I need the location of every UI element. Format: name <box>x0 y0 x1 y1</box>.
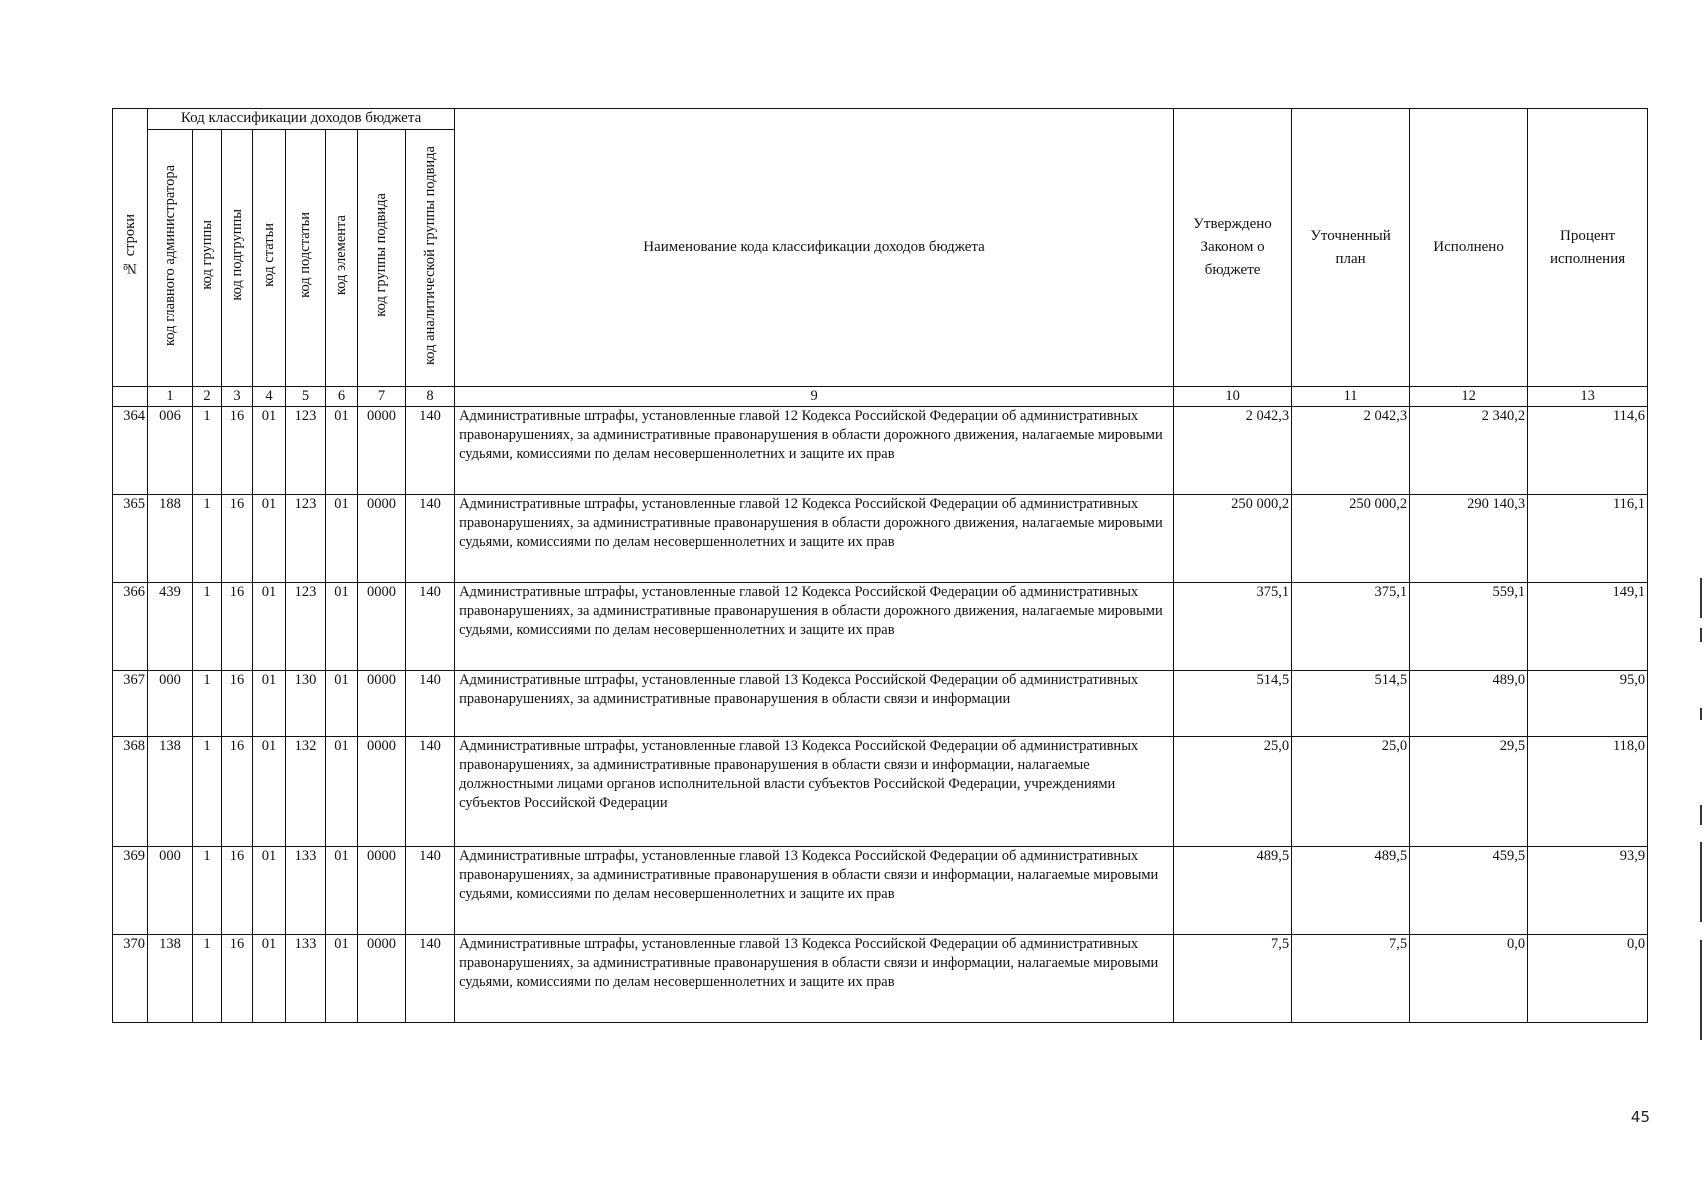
revised-plan-amount-cell: 250 000,2 <box>1292 495 1410 583</box>
table-body <box>113 407 1648 1023</box>
table-row <box>113 495 1648 583</box>
revenue-name-cell: Административные штрафы, установленные главой 12 Кодекса Российской Федерации об административных правонарушениях, за административные правонарушения в области дорожного движения, налагаемые мировыми судьями, комиссиями по делам несовершеннолетних и защите их прав <box>455 583 1174 671</box>
execution-percent-cell: 114,6 <box>1528 407 1648 495</box>
column-number: 2 <box>193 387 222 407</box>
name-header: Наименование кода классификации доходов бюджета <box>455 109 1174 387</box>
column-number: 8 <box>406 387 455 407</box>
revenue-name-cell: Административные штрафы, установленные главой 12 Кодекса Российской Федерации об административных правонарушениях, за административные правонарушения в области дорожного движения, налагаемые мировыми судьями, комиссиями по делам несовершеннолетних и защите их прав <box>455 495 1174 583</box>
group-code-cell: 1 <box>193 583 222 671</box>
subtype-group-code-cell: 0000 <box>358 495 406 583</box>
execution-percent-cell: 93,9 <box>1528 847 1648 935</box>
element-code-cell: 01 <box>326 495 358 583</box>
subgroup-code-cell: 16 <box>222 495 253 583</box>
execution-percent-cell: 95,0 <box>1528 671 1648 737</box>
scan-edge-mark <box>1700 940 1702 1040</box>
analytic-group-code-cell: 140 <box>406 737 455 847</box>
executed-header: Исполнено <box>1410 109 1528 387</box>
admin-code-cell: 138 <box>148 737 193 847</box>
column-number: 6 <box>326 387 358 407</box>
table-row <box>113 407 1648 495</box>
scan-edge-mark <box>1700 578 1702 618</box>
scan-edge-mark <box>1700 708 1702 720</box>
classification-group-header: Код классификации доходов бюджета <box>148 109 455 130</box>
subarticle-code-header: код подстатьи <box>286 130 326 387</box>
subtype-group-code-cell: 0000 <box>358 935 406 1023</box>
group-code-cell: 1 <box>193 847 222 935</box>
row-number-cell: 366 <box>113 583 148 671</box>
budget-revenue-table <box>112 108 1648 1023</box>
analytic-group-code-cell: 140 <box>406 583 455 671</box>
subarticle-code-cell: 132 <box>286 737 326 847</box>
subtype-group-code-cell: 0000 <box>358 671 406 737</box>
column-number: 3 <box>222 387 253 407</box>
row-number-header: № строки <box>113 109 148 387</box>
column-number: 13 <box>1528 387 1648 407</box>
element-code-cell: 01 <box>326 737 358 847</box>
admin-code-cell: 188 <box>148 495 193 583</box>
subgroup-code-header: код подгруппы <box>222 130 253 387</box>
subarticle-code-cell: 130 <box>286 671 326 737</box>
subgroup-code-cell: 16 <box>222 737 253 847</box>
executed-amount-cell: 559,1 <box>1410 583 1528 671</box>
percent-header: Процент исполнения <box>1528 109 1648 387</box>
admin-code-cell: 138 <box>148 935 193 1023</box>
approved-amount-cell: 25,0 <box>1174 737 1292 847</box>
approved-amount-cell: 7,5 <box>1174 935 1292 1023</box>
table-row <box>113 935 1648 1023</box>
executed-amount-cell: 290 140,3 <box>1410 495 1528 583</box>
subgroup-code-cell: 16 <box>222 583 253 671</box>
element-code-cell: 01 <box>326 671 358 737</box>
subarticle-code-cell: 133 <box>286 935 326 1023</box>
revised-plan-amount-cell: 2 042,3 <box>1292 407 1410 495</box>
revenue-name-cell: Административные штрафы, установленные главой 12 Кодекса Российской Федерации об административных правонарушениях, за административные правонарушения в области дорожного движения, налагаемые мировыми судьями, комиссиями по делам несовершеннолетних и защите их прав <box>455 407 1174 495</box>
executed-amount-cell: 0,0 <box>1410 935 1528 1023</box>
admin-code-header: код главного администратора <box>148 130 193 387</box>
approved-amount-cell: 489,5 <box>1174 847 1292 935</box>
executed-amount-cell: 459,5 <box>1410 847 1528 935</box>
column-number: 5 <box>286 387 326 407</box>
revised-plan-amount-cell: 7,5 <box>1292 935 1410 1023</box>
subarticle-code-cell: 123 <box>286 583 326 671</box>
subtype-group-code-cell: 0000 <box>358 407 406 495</box>
revenue-name-cell: Административные штрафы, установленные главой 13 Кодекса Российской Федерации об административных правонарушениях, за административные правонарушения в области связи и информации, налагаемые мировыми судьями, комиссиями по делам несовершеннолетних и защите их прав <box>455 847 1174 935</box>
analytic-group-code-cell: 140 <box>406 671 455 737</box>
executed-amount-cell: 2 340,2 <box>1410 407 1528 495</box>
revenue-name-cell: Административные штрафы, установленные главой 13 Кодекса Российской Федерации об административных правонарушениях, за административные правонарушения в области связи и информации, налагаемые должностными лицами органов исполнительной власти субъектов Российской Федерации, учреждениями субъектов Российской Федерации <box>455 737 1174 847</box>
element-code-header: код элемента <box>326 130 358 387</box>
revised-plan-amount-cell: 489,5 <box>1292 847 1410 935</box>
row-number-cell: 368 <box>113 737 148 847</box>
approved-amount-cell: 514,5 <box>1174 671 1292 737</box>
approved-header: Утверждено Законом о бюджете <box>1174 109 1292 387</box>
row-number-cell: 365 <box>113 495 148 583</box>
analytic-group-code-header: код аналитической группы подвида <box>406 130 455 387</box>
element-code-cell: 01 <box>326 847 358 935</box>
group-code-cell: 1 <box>193 671 222 737</box>
revised-plan-header: Уточненный план <box>1292 109 1410 387</box>
scan-edge-mark <box>1700 842 1702 922</box>
subgroup-code-cell: 16 <box>222 407 253 495</box>
row-number-cell: 364 <box>113 407 148 495</box>
article-code-cell: 01 <box>253 495 286 583</box>
analytic-group-code-cell: 140 <box>406 495 455 583</box>
column-number: 9 <box>455 387 1174 407</box>
article-code-cell: 01 <box>253 671 286 737</box>
table-row <box>113 671 1648 737</box>
subgroup-code-cell: 16 <box>222 671 253 737</box>
revised-plan-amount-cell: 25,0 <box>1292 737 1410 847</box>
subarticle-code-cell: 123 <box>286 495 326 583</box>
analytic-group-code-cell: 140 <box>406 935 455 1023</box>
table-row <box>113 737 1648 847</box>
table-row <box>113 847 1648 935</box>
executed-amount-cell: 29,5 <box>1410 737 1528 847</box>
subgroup-code-cell: 16 <box>222 935 253 1023</box>
analytic-group-code-cell: 140 <box>406 407 455 495</box>
revised-plan-amount-cell: 375,1 <box>1292 583 1410 671</box>
article-code-cell: 01 <box>253 407 286 495</box>
group-code-cell: 1 <box>193 737 222 847</box>
approved-amount-cell: 2 042,3 <box>1174 407 1292 495</box>
execution-percent-cell: 149,1 <box>1528 583 1648 671</box>
admin-code-cell: 006 <box>148 407 193 495</box>
group-code-cell: 1 <box>193 407 222 495</box>
article-code-cell: 01 <box>253 847 286 935</box>
column-number: 7 <box>358 387 406 407</box>
scan-edge-mark <box>1700 628 1702 642</box>
column-number: 10 <box>1174 387 1292 407</box>
row-number-cell: 367 <box>113 671 148 737</box>
subarticle-code-cell: 123 <box>286 407 326 495</box>
subtype-group-code-cell: 0000 <box>358 737 406 847</box>
group-code-cell: 1 <box>193 935 222 1023</box>
admin-code-cell: 439 <box>148 583 193 671</box>
column-number: 11 <box>1292 387 1410 407</box>
group-code-header: код группы <box>193 130 222 387</box>
revised-plan-amount-cell: 514,5 <box>1292 671 1410 737</box>
execution-percent-cell: 0,0 <box>1528 935 1648 1023</box>
admin-code-cell: 000 <box>148 847 193 935</box>
article-code-cell: 01 <box>253 583 286 671</box>
executed-amount-cell: 489,0 <box>1410 671 1528 737</box>
execution-percent-cell: 116,1 <box>1528 495 1648 583</box>
approved-amount-cell: 250 000,2 <box>1174 495 1292 583</box>
table-row <box>113 583 1648 671</box>
column-number: 12 <box>1410 387 1528 407</box>
subtype-group-code-header: код группы подвида <box>358 130 406 387</box>
subtype-group-code-cell: 0000 <box>358 583 406 671</box>
revenue-name-cell: Административные штрафы, установленные главой 13 Кодекса Российской Федерации об административных правонарушениях, за административные правонарушения в области связи и информации <box>455 671 1174 737</box>
header-row-top <box>113 109 1648 130</box>
scan-edge-mark <box>1700 805 1702 825</box>
execution-percent-cell: 118,0 <box>1528 737 1648 847</box>
article-code-cell: 01 <box>253 935 286 1023</box>
column-number: 1 <box>148 387 193 407</box>
admin-code-cell: 000 <box>148 671 193 737</box>
subarticle-code-cell: 133 <box>286 847 326 935</box>
group-code-cell: 1 <box>193 495 222 583</box>
approved-amount-cell: 375,1 <box>1174 583 1292 671</box>
article-code-cell: 01 <box>253 737 286 847</box>
column-numbers-row <box>113 387 1648 407</box>
row-number-cell: 370 <box>113 935 148 1023</box>
article-code-header: код статьи <box>253 130 286 387</box>
element-code-cell: 01 <box>326 935 358 1023</box>
element-code-cell: 01 <box>326 407 358 495</box>
page-number: 45 <box>1630 1108 1650 1126</box>
element-code-cell: 01 <box>326 583 358 671</box>
subgroup-code-cell: 16 <box>222 847 253 935</box>
subtype-group-code-cell: 0000 <box>358 847 406 935</box>
column-number: 4 <box>253 387 286 407</box>
row-number-cell: 369 <box>113 847 148 935</box>
analytic-group-code-cell: 140 <box>406 847 455 935</box>
revenue-name-cell: Административные штрафы, установленные главой 13 Кодекса Российской Федерации об административных правонарушениях, за административные правонарушения в области связи и информации, налагаемые мировыми судьями, комиссиями по делам несовершеннолетних и защите их прав <box>455 935 1174 1023</box>
